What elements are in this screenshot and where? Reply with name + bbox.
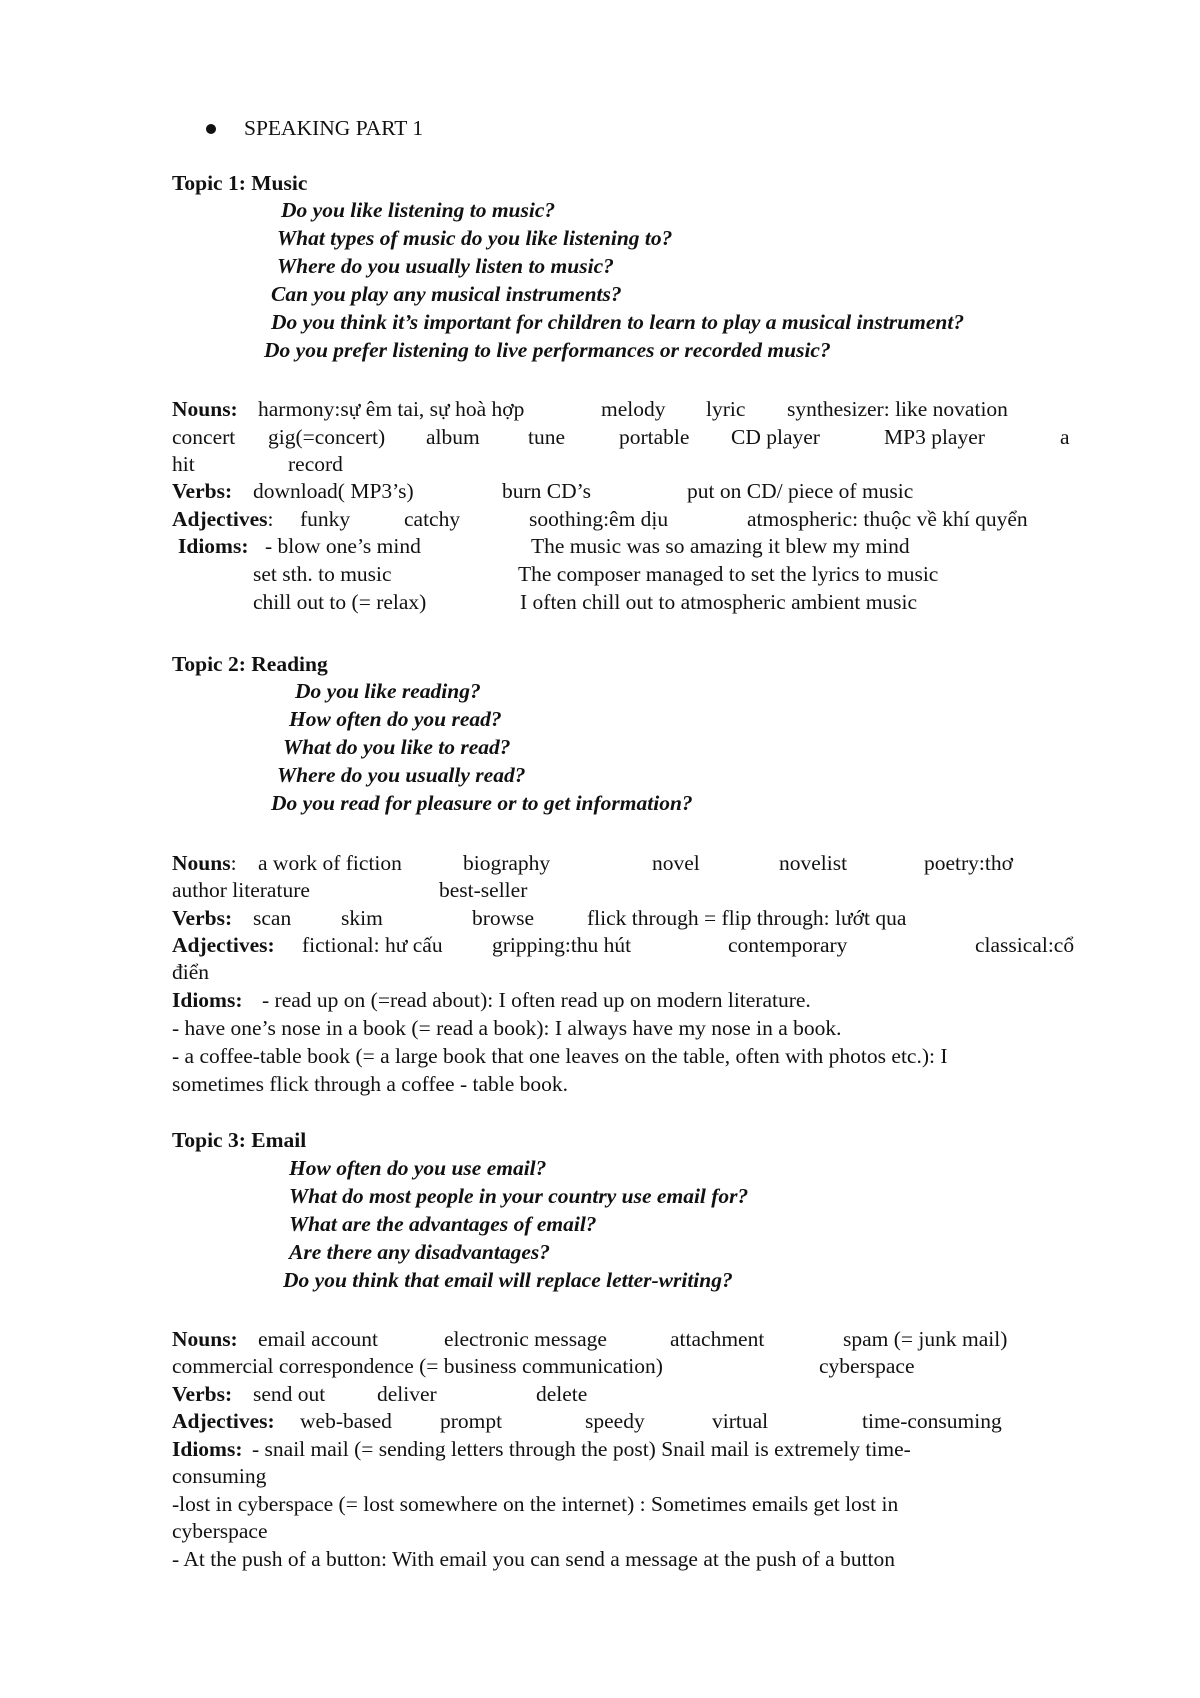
adjective-item: gripping:thu hút bbox=[492, 933, 632, 957]
bullet-icon bbox=[206, 124, 216, 134]
verb-item: send out bbox=[253, 1382, 326, 1406]
topic1-question: Do you prefer listening to live performances or recorded music? bbox=[264, 338, 831, 362]
topic3-title: Topic 3: Email bbox=[172, 1128, 307, 1152]
topic3-adjectives-label: Adjectives: bbox=[172, 1409, 275, 1433]
topic1-adjectives-label: Adjectives bbox=[172, 507, 268, 531]
topic2-nouns-label: Nouns bbox=[172, 851, 231, 875]
adjective-item: atmospheric: thuộc về khí quyển bbox=[747, 507, 1028, 531]
topic2-nouns-heading bbox=[172, 850, 237, 877]
noun-item: biography bbox=[463, 851, 551, 875]
adjective-item: web-based bbox=[300, 1409, 392, 1433]
noun-item: album bbox=[426, 425, 480, 449]
idiom-line: - read up on (=read about): I often read up on modern literature. bbox=[262, 988, 811, 1012]
idiom-line: -lost in cyberspace (= lost somewhere on the internet) : Sometimes emails get lost in bbox=[172, 1492, 899, 1516]
verb-item: scan bbox=[253, 906, 292, 930]
topic3-idioms-label: Idioms: bbox=[172, 1437, 243, 1461]
topic2-question: Do you like reading? bbox=[295, 679, 481, 703]
verb-item: deliver bbox=[377, 1382, 437, 1406]
idiom-example: The music was so amazing it blew my mind bbox=[531, 534, 910, 558]
idiom-line: sometimes flick through a coffee - table book. bbox=[172, 1072, 569, 1096]
idiom-line: - a coffee-table book (= a large book that one leaves on the table, often with photos etc.): I bbox=[172, 1044, 948, 1068]
adjective-item: speedy bbox=[585, 1409, 645, 1433]
noun-item: gig(=concert) bbox=[268, 425, 386, 449]
noun-item: synthesizer: like novation bbox=[787, 397, 1008, 421]
noun-item: a bbox=[1060, 425, 1070, 449]
topic3-verbs-label: Verbs: bbox=[172, 1382, 233, 1406]
topic3-question: How often do you use email? bbox=[289, 1156, 547, 1180]
adjectives-colon: : bbox=[267, 507, 274, 531]
adjective-item: fictional: hư cấu bbox=[302, 933, 443, 957]
idiom-line: consuming bbox=[172, 1464, 267, 1488]
topic1-verbs-label: Verbs: bbox=[172, 479, 233, 503]
adjective-item: time-consuming bbox=[862, 1409, 1002, 1433]
noun-item: concert bbox=[172, 425, 236, 449]
noun-item: spam (= junk mail) bbox=[843, 1327, 1008, 1351]
idiom-example: I often chill out to atmospheric ambient music bbox=[520, 590, 918, 614]
noun-item: hit bbox=[172, 452, 195, 476]
idiom-phrase: set sth. to music bbox=[253, 562, 392, 586]
noun-item: novel bbox=[652, 851, 700, 875]
noun-item: CD player bbox=[731, 425, 820, 449]
idiom-phrase: chill out to (= relax) bbox=[253, 590, 427, 614]
topic2-question: Do you read for pleasure or to get information? bbox=[271, 791, 693, 815]
adjective-item: virtual bbox=[712, 1409, 769, 1433]
noun-item: cyberspace bbox=[819, 1354, 915, 1378]
adjective-item: funky bbox=[300, 507, 351, 531]
topic2-question: How often do you read? bbox=[289, 707, 502, 731]
noun-item: record bbox=[288, 452, 343, 476]
verb-item: delete bbox=[536, 1382, 588, 1406]
noun-item: author literature bbox=[172, 878, 310, 902]
idiom-line: - At the push of a button: With email you can send a message at the push of a button bbox=[172, 1547, 896, 1571]
noun-item: electronic message bbox=[444, 1327, 607, 1351]
topic1-title: Topic 1: Music bbox=[172, 171, 308, 195]
topic1-question: Can you play any musical instruments? bbox=[271, 282, 622, 306]
topic3-question: What are the advantages of email? bbox=[289, 1212, 597, 1236]
noun-item: melody bbox=[601, 397, 666, 421]
topic1-question: Do you think it’s important for children to learn to play a musical instrument? bbox=[271, 310, 965, 334]
idiom-example: The composer managed to set the lyrics to music bbox=[518, 562, 939, 586]
noun-item: tune bbox=[528, 425, 566, 449]
verb-item: skim bbox=[341, 906, 383, 930]
adjective-item: catchy bbox=[404, 507, 461, 531]
verb-item: download( MP3’s) bbox=[253, 479, 414, 503]
noun-item: poetry:thơ bbox=[924, 851, 1013, 875]
verb-item: put on CD/ piece of music bbox=[687, 479, 914, 503]
topic1-question: What types of music do you like listening to? bbox=[277, 226, 673, 250]
idiom-line: - have one’s nose in a book (= read a book): I always have my nose in a book. bbox=[172, 1016, 842, 1040]
verb-item: flick through = flip through: lướt qua bbox=[587, 906, 907, 930]
noun-item: novelist bbox=[779, 851, 848, 875]
topic1-question: Where do you usually listen to music? bbox=[277, 254, 614, 278]
topic2-title: Topic 2: Reading bbox=[172, 652, 328, 676]
verb-item: burn CD’s bbox=[502, 479, 591, 503]
topic3-nouns-label: Nouns: bbox=[172, 1327, 238, 1351]
topic3-question: Are there any disadvantages? bbox=[289, 1240, 550, 1264]
noun-item: commercial correspondence (= business communication) bbox=[172, 1354, 663, 1378]
topic1-question: Do you like listening to music? bbox=[281, 198, 556, 222]
verb-item: browse bbox=[472, 906, 535, 930]
topic2-verbs-label: Verbs: bbox=[172, 906, 233, 930]
adjective-item: contemporary bbox=[728, 933, 848, 957]
noun-item: a work of fiction bbox=[258, 851, 402, 875]
adjective-item-wrap: điển bbox=[172, 960, 210, 984]
idiom-line: cyberspace bbox=[172, 1519, 268, 1543]
topic1-nouns-label: Nouns: bbox=[172, 397, 238, 421]
section-heading: SPEAKING PART 1 bbox=[244, 116, 424, 140]
topic2-question: Where do you usually read? bbox=[277, 763, 526, 787]
adjective-item: prompt bbox=[440, 1409, 503, 1433]
noun-item: MP3 player bbox=[884, 425, 985, 449]
noun-item: lyric bbox=[706, 397, 746, 421]
topic2-question: What do you like to read? bbox=[283, 735, 511, 759]
nouns-colon: : bbox=[230, 851, 237, 875]
adjective-item: soothing:êm dịu bbox=[529, 507, 669, 531]
adjective-item: classical:cổ bbox=[975, 933, 1075, 957]
topic3-question: Do you think that email will replace letter-writing? bbox=[283, 1268, 733, 1292]
noun-item: attachment bbox=[670, 1327, 765, 1351]
idiom-phrase: - blow one’s mind bbox=[265, 534, 421, 558]
idiom-line: - snail mail (= sending letters through the post) Snail mail is extremely time- bbox=[252, 1437, 911, 1461]
noun-item: portable bbox=[619, 425, 690, 449]
topic1-adjectives-heading bbox=[172, 506, 274, 533]
topic3-question: What do most people in your country use email for? bbox=[289, 1184, 749, 1208]
topic2-idioms-label: Idioms: bbox=[172, 988, 243, 1012]
noun-item: best-seller bbox=[439, 878, 528, 902]
noun-item: harmony:sự êm tai, sự hoà hợp bbox=[258, 397, 525, 421]
topic2-adjectives-label: Adjectives: bbox=[172, 933, 275, 957]
topic1-idioms-label: Idioms: bbox=[178, 534, 249, 558]
noun-item: email account bbox=[258, 1327, 378, 1351]
